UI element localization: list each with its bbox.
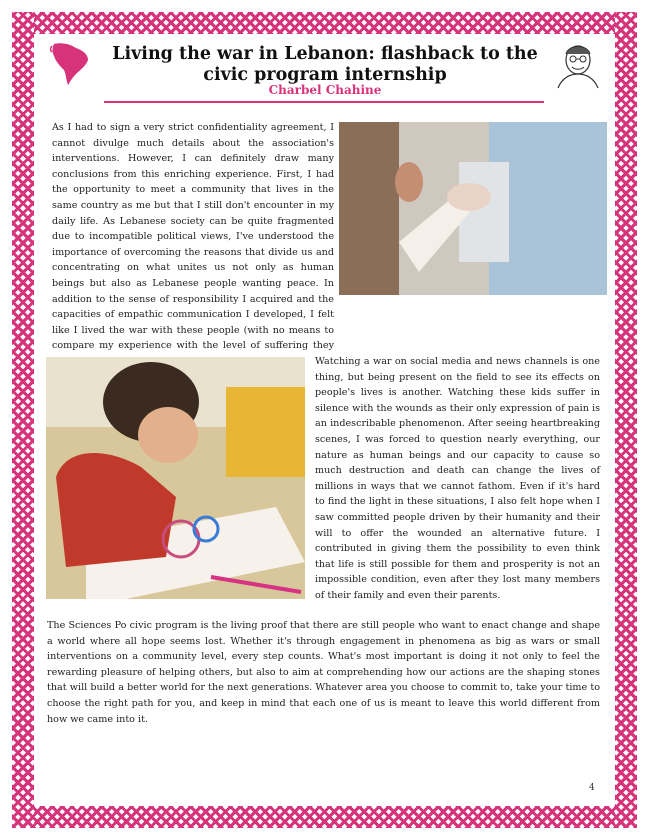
paragraph-1: As I had to sign a very strict confidentiality agreement, I cannot divulge much details about the association's interventions. However, I can definitely draw many conclusions from this enriching experience. First, I had the opportunity to meet a community that lives in the same country as me but that I still don't encounter in my daily life. As Lebanese society can be quite fragmented due to incompatible political views, I've understood the importance of overcoming the reasons that divide us and concentrating on what unites us not only as human beings but also as Lebanese people wanting peace. In addition to the sense of responsibility I acquired and the capacities of empathic communication I developed, I felt like I lived the war with these people (with no means to compare my experience with the level of suffering they bbox=[52, 122, 334, 352]
article-title: Living the war in Lebanon: flashback to the civic program internship bbox=[112, 44, 538, 85]
title-divider bbox=[104, 101, 544, 103]
decorative-border-right bbox=[615, 12, 637, 828]
author-name: Charbel Chahine bbox=[268, 83, 382, 97]
paragraph-2: Watching a war on social media and news channels is one thing, but being present on the field to see its effects on people's lives is another. Watching these kids suffer in silence with the wounds as their only expression of pain is an indescribable phenomenon. After seeing heartbreaking scenes, I was forced to question nearly everything, our nature as human beings and our capacity to cause so much destruction and death can change the lives of millions in ways that we cannot fathom. Even if it's hard to find the light in these situations, I also felt hope when I saw committed people driven by their humanity and their will to offer the wounded an alternative future. I contributed in giving them the possibility to even think that life is still possible for them and prosperity is not an impossible condition, even after they lost many members of their family and even their parents. bbox=[315, 356, 600, 601]
photo-wound-bandaging bbox=[339, 122, 607, 295]
author-portrait-sketch bbox=[552, 40, 604, 90]
photo-child-drawing bbox=[46, 357, 305, 599]
decorative-border-bottom bbox=[12, 806, 637, 828]
decorative-border-left bbox=[12, 12, 34, 828]
south-america-map-icon bbox=[48, 40, 92, 86]
paragraph-3: The Sciences Po civic program is the living proof that there are still people who want to enact change and shape a world where all hope seems lost. Whether it's through engagement in phenomena as big as wars or small interventions on a community level, every step counts. What's most important is doing it not only to feel the rewarding pleasure of helping others, but also to aim at comprehending how our actions are the shaping stones that will build a better world for the next generations. Whatever area you choose to commit to, take your time to choose the right path for you, and keep in mind that each one of us is meant to leave this world different from how we came into it. bbox=[47, 620, 600, 725]
page-number: 4 bbox=[589, 783, 595, 793]
decorative-border-top bbox=[12, 12, 637, 34]
